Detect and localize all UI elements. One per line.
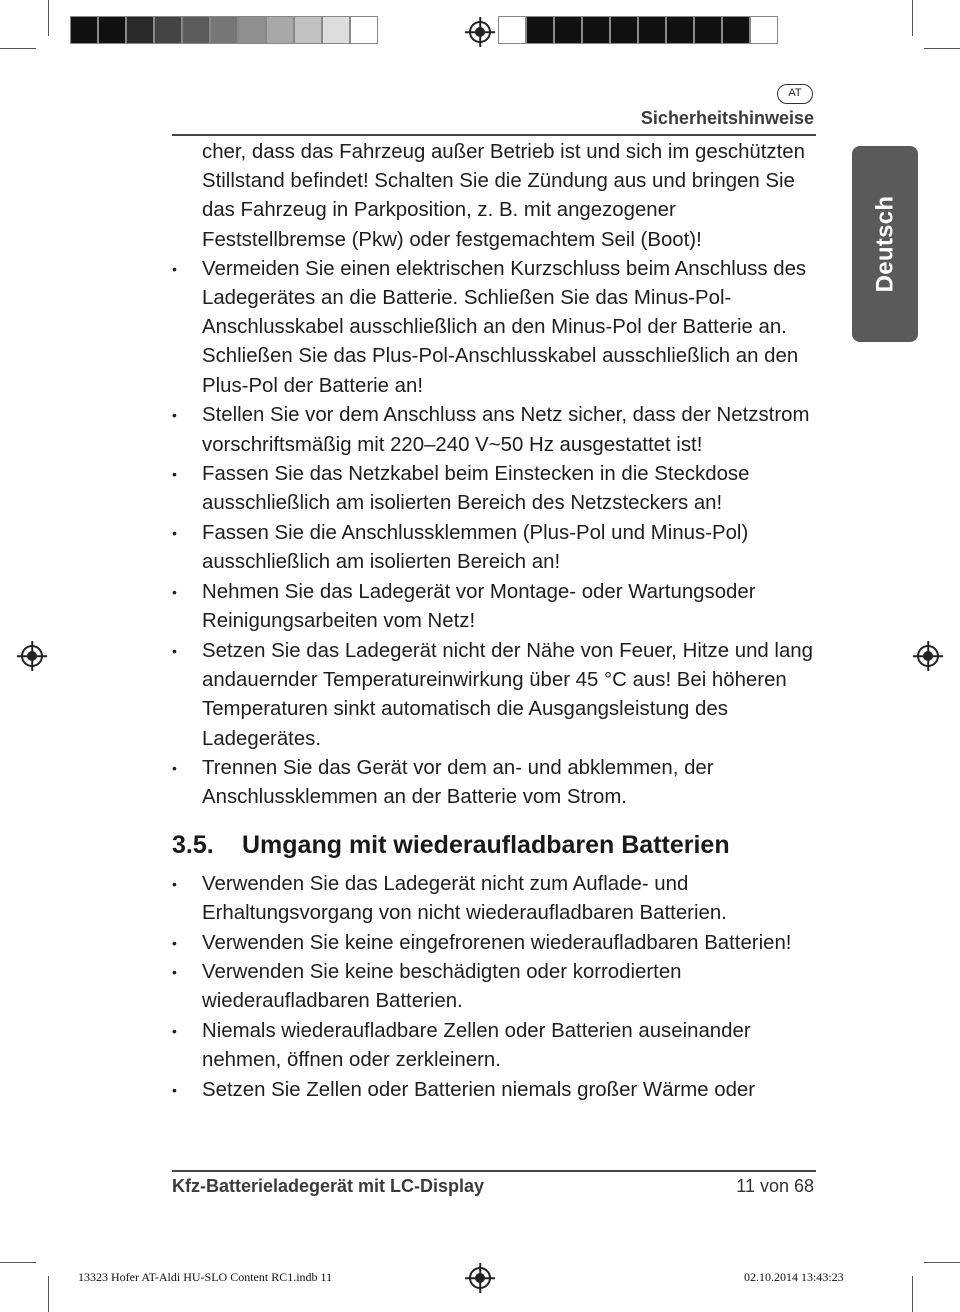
list-item: • Setzen Sie Zellen oder Batterien niemals großer Wärme oder	[172, 1076, 818, 1105]
running-header: Sicherheitshinweise	[640, 108, 814, 128]
color-swatch	[750, 16, 778, 44]
footer-product-title: Kfz-Batterieladegerät mit LC-Display	[172, 1176, 485, 1196]
slug-date: 02.10.2014 13:43:23	[744, 1270, 844, 1284]
list-item: • Stellen Sie vor dem Anschluss ans Netz sicher, dass der Netzstrom vorschriftsmäßig mit 220–240 V~50 Hz ausgestattet ist!	[172, 401, 818, 459]
battery-list	[172, 870, 818, 1106]
registration-mark-icon	[469, 1267, 491, 1289]
color-swatch	[694, 16, 722, 44]
color-swatch	[666, 16, 694, 44]
list-item: • Verwenden Sie keine eingefrorenen wiederaufladbaren Batterien!	[172, 929, 818, 958]
crop-mark	[912, 0, 913, 36]
page-number: 11 von 68	[736, 1176, 814, 1196]
color-swatch	[210, 16, 238, 44]
crop-mark	[0, 48, 36, 49]
section-heading	[172, 831, 818, 860]
registration-mark-icon	[469, 21, 491, 43]
list-item: • Setzen Sie das Ladegerät nicht der Nähe von Feuer, Hitze und lang andauernder Temperatureinwirkung über 45 °C aus! Bei höheren Temperaturen sinkt automatisch die Ausgangsleistung des Ladegerätes.	[172, 637, 818, 754]
list-item: • Nehmen Sie das Ladegerät vor Montage- oder Wartungsoder Reinigungsarbeiten vom Netz!	[172, 578, 818, 636]
color-swatch	[322, 16, 350, 44]
page-content	[172, 138, 818, 1106]
crop-mark	[0, 1262, 36, 1263]
print-gray-bar	[498, 16, 778, 44]
list-item: • Vermeiden Sie einen elektrischen Kurzschluss beim Anschluss des Ladegerätes an die Batterie. Schließen Sie das Minus-Pol-Anschlusskabel ausschließlich an den Minus-Pol der Batterie an. Schließen Sie das Plus-Pol-Anschlusskabel ausschließlich an den Plus-Pol der Batterie an!	[172, 255, 818, 401]
color-swatch	[70, 16, 98, 44]
language-tab	[852, 146, 918, 342]
section-title: Umgang mit wiederaufladbaren Batterien	[242, 830, 730, 859]
color-swatch	[266, 16, 294, 44]
color-swatch	[554, 16, 582, 44]
registration-mark-icon	[21, 645, 43, 667]
registration-mark-icon	[917, 645, 939, 667]
color-swatch	[498, 16, 526, 44]
list-item: • Verwenden Sie keine beschädigten oder korrodierten wiederaufladbaren Batterien.	[172, 958, 818, 1016]
language-tab-label: Deutsch	[871, 195, 899, 293]
list-item: • Fassen Sie das Netzkabel beim Einstecken in die Steckdose ausschließlich am isolierten Bereich des Netzsteckers an!	[172, 460, 818, 518]
list-item: • Trennen Sie das Gerät vor dem an- und abklemmen, der Anschlussklemmen an der Batterie vom Strom.	[172, 754, 818, 812]
crop-mark	[924, 1262, 960, 1263]
color-swatch	[582, 16, 610, 44]
crop-mark	[48, 1276, 49, 1312]
safety-list	[172, 255, 818, 813]
list-item: • Verwenden Sie das Ladegerät nicht zum Auflade- und Erhaltungsvorgang von nicht wiederaufladbaren Batterien.	[172, 870, 818, 928]
color-swatch	[638, 16, 666, 44]
color-swatch	[350, 16, 378, 44]
crop-mark	[48, 0, 49, 36]
slug-file: 13323 Hofer AT-Aldi HU-SLO Content RC1.indb 11	[78, 1270, 333, 1284]
color-swatch	[610, 16, 638, 44]
crop-mark	[912, 1276, 913, 1312]
color-swatch	[526, 16, 554, 44]
crop-mark	[924, 48, 960, 49]
color-swatch	[154, 16, 182, 44]
color-swatch	[238, 16, 266, 44]
color-swatch	[126, 16, 154, 44]
color-swatch	[294, 16, 322, 44]
section-number: 3.5.	[172, 830, 214, 859]
color-swatch	[182, 16, 210, 44]
continued-paragraph: cher, dass das Fahrzeug außer Betrieb ist und sich im geschützten Stillstand befindet! Schalten Sie die Zündung aus und bringen Sie das Fahrzeug in Parkposition, z. B. mit angezogener Feststellbremse (Pkw) oder festgemachtem Seil (Boot)!	[202, 141, 805, 251]
footer-rule	[172, 1170, 816, 1172]
print-color-bar	[70, 16, 378, 44]
list-item: • Niemals wiederaufladbare Zellen oder Batterien auseinander nehmen, öffnen oder zerkleinern.	[172, 1017, 818, 1075]
color-swatch	[722, 16, 750, 44]
country-badge: AT	[777, 84, 813, 104]
color-swatch	[98, 16, 126, 44]
header-rule	[172, 134, 816, 136]
list-item: • Fassen Sie die Anschlussklemmen (Plus-Pol und Minus-Pol) ausschließlich am isolierten Bereich an!	[172, 519, 818, 577]
